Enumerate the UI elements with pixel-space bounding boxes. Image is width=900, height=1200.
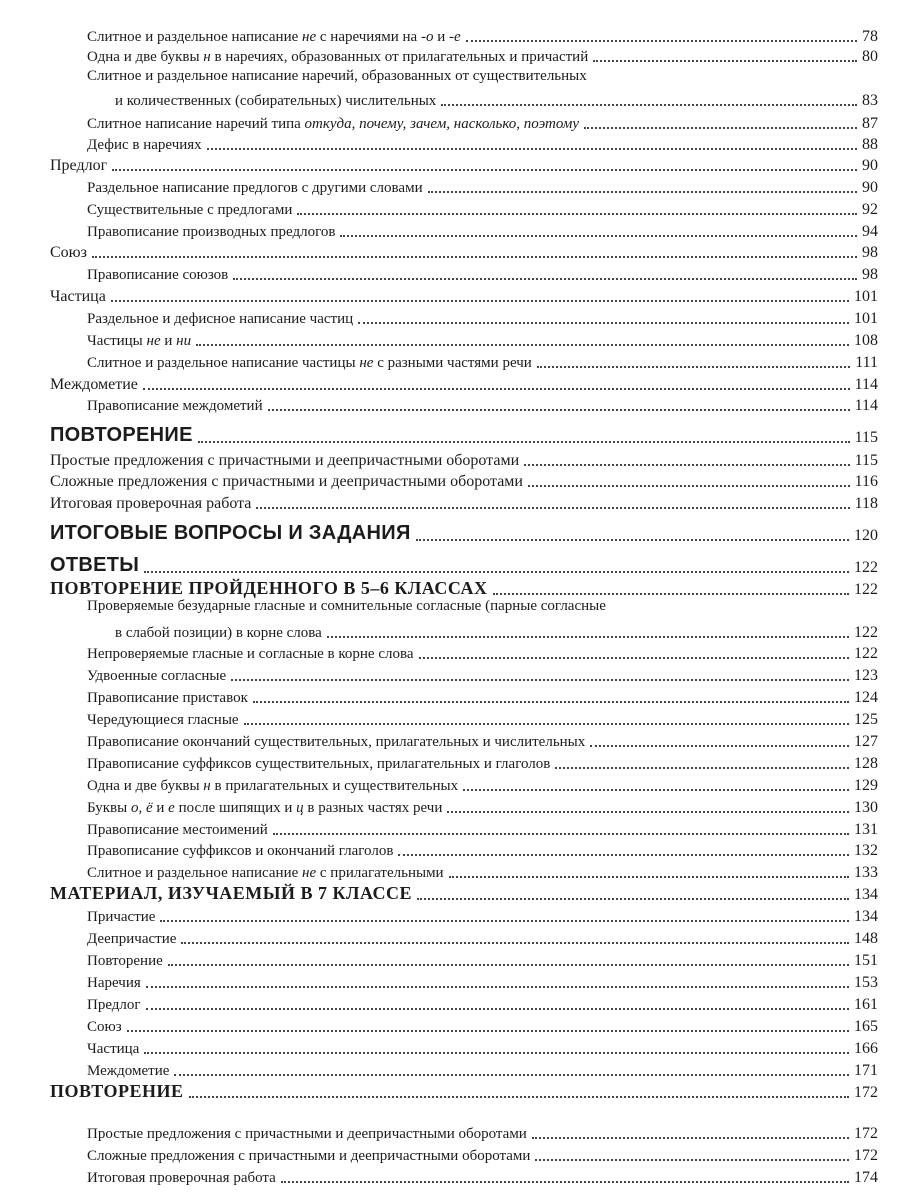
toc-title-fragment: -о (420, 29, 434, 45)
toc-title-fragment: откуда, почему, зачем, насколько, поэтому (304, 116, 579, 132)
toc-page-number: 90 (862, 157, 878, 174)
toc-page-number: 151 (854, 952, 878, 969)
toc-entry[interactable] (0, 727, 900, 751)
toc-title-fragment: Междометие (50, 376, 138, 393)
toc-page-number: 116 (854, 473, 878, 490)
toc-entry-title: и количественных (собирательных) числительных (115, 93, 437, 109)
toc-entry[interactable] (0, 348, 900, 372)
toc-title-fragment: ц (296, 800, 304, 816)
toc-entry-title (87, 68, 587, 85)
toc-entry[interactable] (0, 661, 900, 685)
dot-leader (398, 854, 849, 856)
toc-title-fragment: и (160, 333, 177, 349)
toc-title-fragment: не (359, 355, 374, 371)
dot-leader (268, 409, 850, 411)
toc-entry-title (50, 495, 251, 513)
toc-entry[interactable] (0, 1012, 900, 1036)
toc-entry[interactable] (0, 489, 900, 513)
toc-entry[interactable] (0, 683, 900, 707)
dot-leader (143, 388, 850, 390)
dot-leader (463, 789, 849, 791)
dot-leader (168, 964, 849, 966)
toc-title-fragment: МАТЕРИАЛ, ИЗУЧАЕМЫЙ В 7 КЛАССЕ (50, 883, 413, 903)
toc-title-fragment: Союз (50, 244, 87, 261)
toc-entry-title (50, 522, 411, 545)
toc-page-number: 123 (854, 667, 878, 684)
toc-title-fragment: о, ё (130, 800, 153, 816)
toc-title-fragment: Одна и две буквы (87, 49, 204, 65)
toc-page-number: 134 (854, 886, 878, 903)
toc-entry[interactable] (0, 705, 900, 729)
toc-title-fragment: Раздельное и дефисное написание частиц (87, 311, 354, 327)
toc-entry[interactable] (0, 260, 900, 284)
toc-title-fragment: Сложные предложения с причастными и деепричастными оборотами (50, 473, 523, 490)
toc-page-number: 125 (854, 711, 878, 728)
dot-leader (256, 507, 849, 509)
dot-leader (233, 278, 857, 280)
toc-title-fragment: Предлог (50, 157, 108, 174)
toc-title-fragment: и (433, 29, 449, 45)
toc-title-fragment: Итоговая проверочная работа (50, 495, 252, 512)
dot-leader (537, 366, 850, 368)
toc-entry[interactable] (0, 902, 900, 926)
toc-title-fragment: не (146, 333, 161, 349)
toc-entry[interactable] (0, 282, 900, 306)
toc-title-fragment: Повторение (87, 953, 163, 969)
toc-entry[interactable] (0, 880, 900, 904)
toc-title-fragment: не (302, 29, 317, 45)
dot-leader (207, 148, 857, 150)
dot-leader (327, 636, 849, 638)
dot-leader (358, 322, 849, 324)
toc-entry-title (50, 1081, 184, 1102)
toc-title-fragment: Частица (87, 1041, 140, 1057)
toc-title-fragment: в разных частях речи (303, 800, 443, 816)
toc-title-fragment: -е (448, 29, 461, 45)
toc-entry[interactable] (0, 391, 900, 415)
toc-title-fragment: в прилагательных и существительных (210, 778, 459, 794)
toc-title-fragment: Предлог (87, 997, 141, 1013)
toc-entry[interactable] (0, 195, 900, 219)
dot-leader (449, 876, 849, 878)
toc-page-number: 111 (855, 354, 878, 371)
toc-title-fragment: Простые предложения с причастными и деепричастными оборотами (50, 452, 520, 469)
toc-title-fragment: Слитное и раздельное написание (87, 29, 303, 45)
toc-page-number: 87 (862, 115, 878, 132)
dot-leader (428, 191, 857, 193)
toc-page-number: 129 (854, 777, 878, 794)
toc-page-number: 115 (854, 452, 878, 469)
toc-title-fragment: Союз (87, 1019, 122, 1035)
toc-page-number: 90 (862, 179, 878, 196)
toc-page-number: 132 (854, 842, 878, 859)
toc-title-fragment: Буквы (87, 800, 131, 816)
dot-leader (273, 833, 849, 835)
toc-title-fragment: Слитное написание наречий типа (87, 116, 305, 132)
toc-page-number: 114 (854, 397, 878, 414)
dot-leader (447, 811, 849, 813)
toc-page-number: 92 (862, 201, 878, 218)
dot-leader (231, 679, 849, 681)
toc-page-number: 128 (854, 755, 878, 772)
toc-entry[interactable] (0, 521, 900, 545)
toc-entry-title (50, 883, 412, 904)
toc-page-number: 118 (854, 495, 878, 512)
toc-title-fragment: Дефис в наречиях (87, 137, 202, 153)
toc-title-fragment: Правописание производных предлогов (87, 224, 336, 240)
toc-page-number: 98 (862, 244, 878, 261)
toc-page-number: 166 (854, 1040, 878, 1057)
toc-page-number: 130 (854, 799, 878, 816)
toc-title-fragment: Чередующиеся гласные (87, 712, 239, 728)
toc-title-fragment: с разными частями речи (373, 355, 532, 371)
toc-page-number: 122 (854, 581, 878, 598)
dot-leader (419, 657, 849, 659)
toc-title-fragment: Одна и две буквы (87, 778, 204, 794)
toc-entry[interactable] (0, 423, 900, 447)
toc-title-fragment: Непроверяемые гласные и согласные в корне слова (87, 646, 414, 662)
toc-title-fragment: Правописание местоимений (87, 822, 268, 838)
dot-leader (244, 723, 849, 725)
dot-leader (340, 235, 857, 237)
toc-page-number: 120 (854, 527, 878, 544)
toc-page-number: 115 (854, 429, 878, 446)
dot-leader (127, 1030, 849, 1032)
dot-leader (181, 942, 849, 944)
dot-leader (528, 485, 850, 487)
dot-leader (441, 104, 857, 106)
toc-page-number: 78 (862, 28, 878, 45)
dot-leader (198, 441, 850, 443)
dot-leader (584, 127, 857, 129)
toc-title-fragment: и (152, 800, 169, 816)
toc-entry[interactable] (0, 467, 900, 491)
dot-leader (160, 920, 849, 922)
toc-page-number: 114 (854, 376, 878, 393)
dot-leader (92, 256, 857, 258)
toc-entry-title (87, 598, 606, 615)
dot-leader (112, 169, 857, 171)
toc-page-number: 122 (854, 645, 878, 662)
toc-page-number: 127 (854, 733, 878, 750)
toc-title-fragment: н (203, 49, 211, 65)
toc-entry[interactable] (0, 1119, 900, 1143)
toc-entry[interactable] (0, 238, 900, 262)
dot-leader (493, 593, 849, 595)
toc-entry[interactable] (0, 173, 900, 197)
toc-title-fragment: Правописание суффиксов и окончаний глаголов (87, 843, 394, 859)
toc-title-fragment: Деепричастие (87, 931, 177, 947)
toc-title-fragment: Наречия (87, 975, 141, 991)
toc-title-fragment: Правописание союзов (87, 267, 229, 283)
toc-entry[interactable] (0, 836, 900, 860)
toc-title-fragment: е (168, 800, 175, 816)
dot-leader (146, 1008, 849, 1010)
toc-title-fragment: Удвоенные согласные (87, 668, 227, 684)
toc-page-number: 153 (854, 974, 878, 991)
dot-leader (416, 539, 849, 541)
toc-entry-title (87, 49, 588, 66)
dot-leader (590, 745, 849, 747)
toc-title-fragment: Правописание приставок (87, 690, 248, 706)
toc-entry-title (87, 1170, 276, 1187)
dot-leader (417, 898, 849, 900)
toc-page-number: 83 (862, 92, 878, 109)
toc-entry[interactable] (0, 304, 900, 328)
toc-title-fragment: Правописание суффиксов существительных, прилагательных и глаголов (87, 756, 551, 772)
toc-title-fragment: ни (176, 333, 192, 349)
toc-page-number: 133 (854, 864, 878, 881)
toc-entry[interactable] (0, 749, 900, 773)
toc-page-number: 94 (862, 223, 878, 240)
toc-title-fragment: н (203, 778, 211, 794)
toc-entry[interactable] (0, 793, 900, 817)
toc-title-fragment: Раздельное написание предлогов с другими словами (87, 180, 423, 196)
toc-entry[interactable] (0, 575, 900, 599)
toc-title-fragment: с наречиями на (316, 29, 421, 45)
toc-entry[interactable] (0, 1163, 900, 1187)
toc-page-number: 124 (854, 689, 878, 706)
toc-page-number: 122 (854, 624, 878, 641)
toc-title-fragment: ИТОГОВЫЕ ВОПРОСЫ И ЗАДАНИЯ (50, 522, 411, 544)
toc-entry[interactable] (0, 990, 900, 1014)
dot-leader (174, 1074, 849, 1076)
toc-page-number: 165 (854, 1018, 878, 1035)
dot-leader (281, 1181, 849, 1183)
dot-leader (253, 701, 849, 703)
toc-entry[interactable] (0, 771, 900, 795)
toc-entry-title (50, 554, 139, 577)
toc-page-number: 161 (854, 996, 878, 1013)
toc-title-fragment: с прилагательными (316, 865, 444, 881)
toc-page-number: 101 (854, 288, 878, 305)
toc-title-fragment: Существительные с предлогами (87, 202, 293, 218)
toc-title-fragment: после шипящих и (174, 800, 297, 816)
dot-leader (144, 1052, 849, 1054)
toc-title-fragment: ПОВТОРЕНИЕ ПРОЙДЕННОГО В 5–6 КЛАССАХ (50, 578, 488, 598)
toc-entry[interactable] (0, 639, 900, 663)
toc-entry[interactable] (0, 42, 900, 66)
dot-leader (189, 1096, 849, 1098)
dot-leader (111, 300, 849, 302)
toc-page-number: 98 (862, 266, 878, 283)
toc-title-fragment: Слитное и раздельное написание (87, 865, 303, 881)
toc-entry[interactable] (0, 858, 900, 882)
toc-title-fragment: Частица (50, 288, 106, 305)
toc-entry[interactable] (0, 151, 900, 175)
toc-entry-title (87, 398, 263, 415)
dot-leader (297, 213, 857, 215)
toc-title-fragment: не (302, 865, 317, 881)
toc-entry[interactable] (0, 1056, 900, 1080)
toc-page-number: 174 (854, 1169, 878, 1186)
toc-title-fragment: Правописание окончаний существительных, прилагательных и числительных (87, 734, 586, 750)
dot-leader (532, 1137, 849, 1139)
toc-page-number: 131 (854, 821, 878, 838)
toc-entry[interactable] (0, 1141, 900, 1165)
toc-title-fragment: Слитное и раздельное написание наречий, образованных от существительных (87, 68, 587, 84)
toc-title-fragment: Проверяемые безударные гласные и сомнительные согласные (парные согласные (87, 598, 606, 614)
toc-page-number: 80 (862, 48, 878, 65)
toc-title-fragment: Правописание междометий (87, 398, 263, 414)
toc-page-number: 88 (862, 136, 878, 153)
dot-leader (593, 60, 857, 62)
toc-page-number: 134 (854, 908, 878, 925)
toc-title-fragment: Итоговая проверочная работа (87, 1170, 276, 1186)
toc-entry[interactable] (0, 326, 900, 350)
toc-entry-title (50, 578, 488, 599)
toc-entry[interactable] (0, 1078, 900, 1102)
toc-page-number: 171 (854, 1062, 878, 1079)
toc-entry[interactable] (0, 924, 900, 948)
toc-title-fragment: Междометие (87, 1063, 170, 1079)
toc-title-fragment: Частицы (87, 333, 147, 349)
toc-title-fragment: Причастие (87, 909, 156, 925)
toc-entry[interactable] (0, 1034, 900, 1058)
dot-leader (196, 344, 849, 346)
toc-title-fragment: ПОВТОРЕНИЕ (50, 1081, 184, 1101)
dot-leader (535, 1159, 849, 1161)
toc-entry[interactable] (0, 553, 900, 577)
toc-title-fragment: в наречиях, образованных от прилагательных и причастий (210, 49, 589, 65)
toc-page-number: 172 (854, 1147, 878, 1164)
dot-leader (146, 986, 849, 988)
toc-page-number: 108 (854, 332, 878, 349)
toc-entry-title (50, 424, 193, 447)
toc-page-number: 172 (854, 1084, 878, 1101)
toc-page-number: 148 (854, 930, 878, 947)
toc-title-fragment: Слитное и раздельное написание частицы (87, 355, 360, 371)
toc-entry-title: в слабой позиции) в корне слова (115, 625, 322, 641)
toc-entry[interactable] (0, 86, 900, 110)
toc-page-number: 172 (854, 1125, 878, 1142)
toc-title-fragment: Сложные предложения с причастными и деепричастными оборотами (87, 1148, 531, 1164)
toc-entry[interactable] (0, 946, 900, 970)
toc-page-number: 101 (854, 310, 878, 327)
toc-entry[interactable] (0, 968, 900, 992)
dot-leader (555, 767, 849, 769)
toc-page-number: 122 (854, 559, 878, 576)
dot-leader (144, 571, 849, 573)
toc-title-fragment: ОТВЕТЫ (50, 554, 140, 576)
toc-title-fragment: ПОВТОРЕНИЕ (50, 424, 193, 446)
dot-leader (524, 464, 849, 466)
toc-title-fragment: Простые предложения с причастными и деепричастными оборотами (87, 1126, 527, 1142)
